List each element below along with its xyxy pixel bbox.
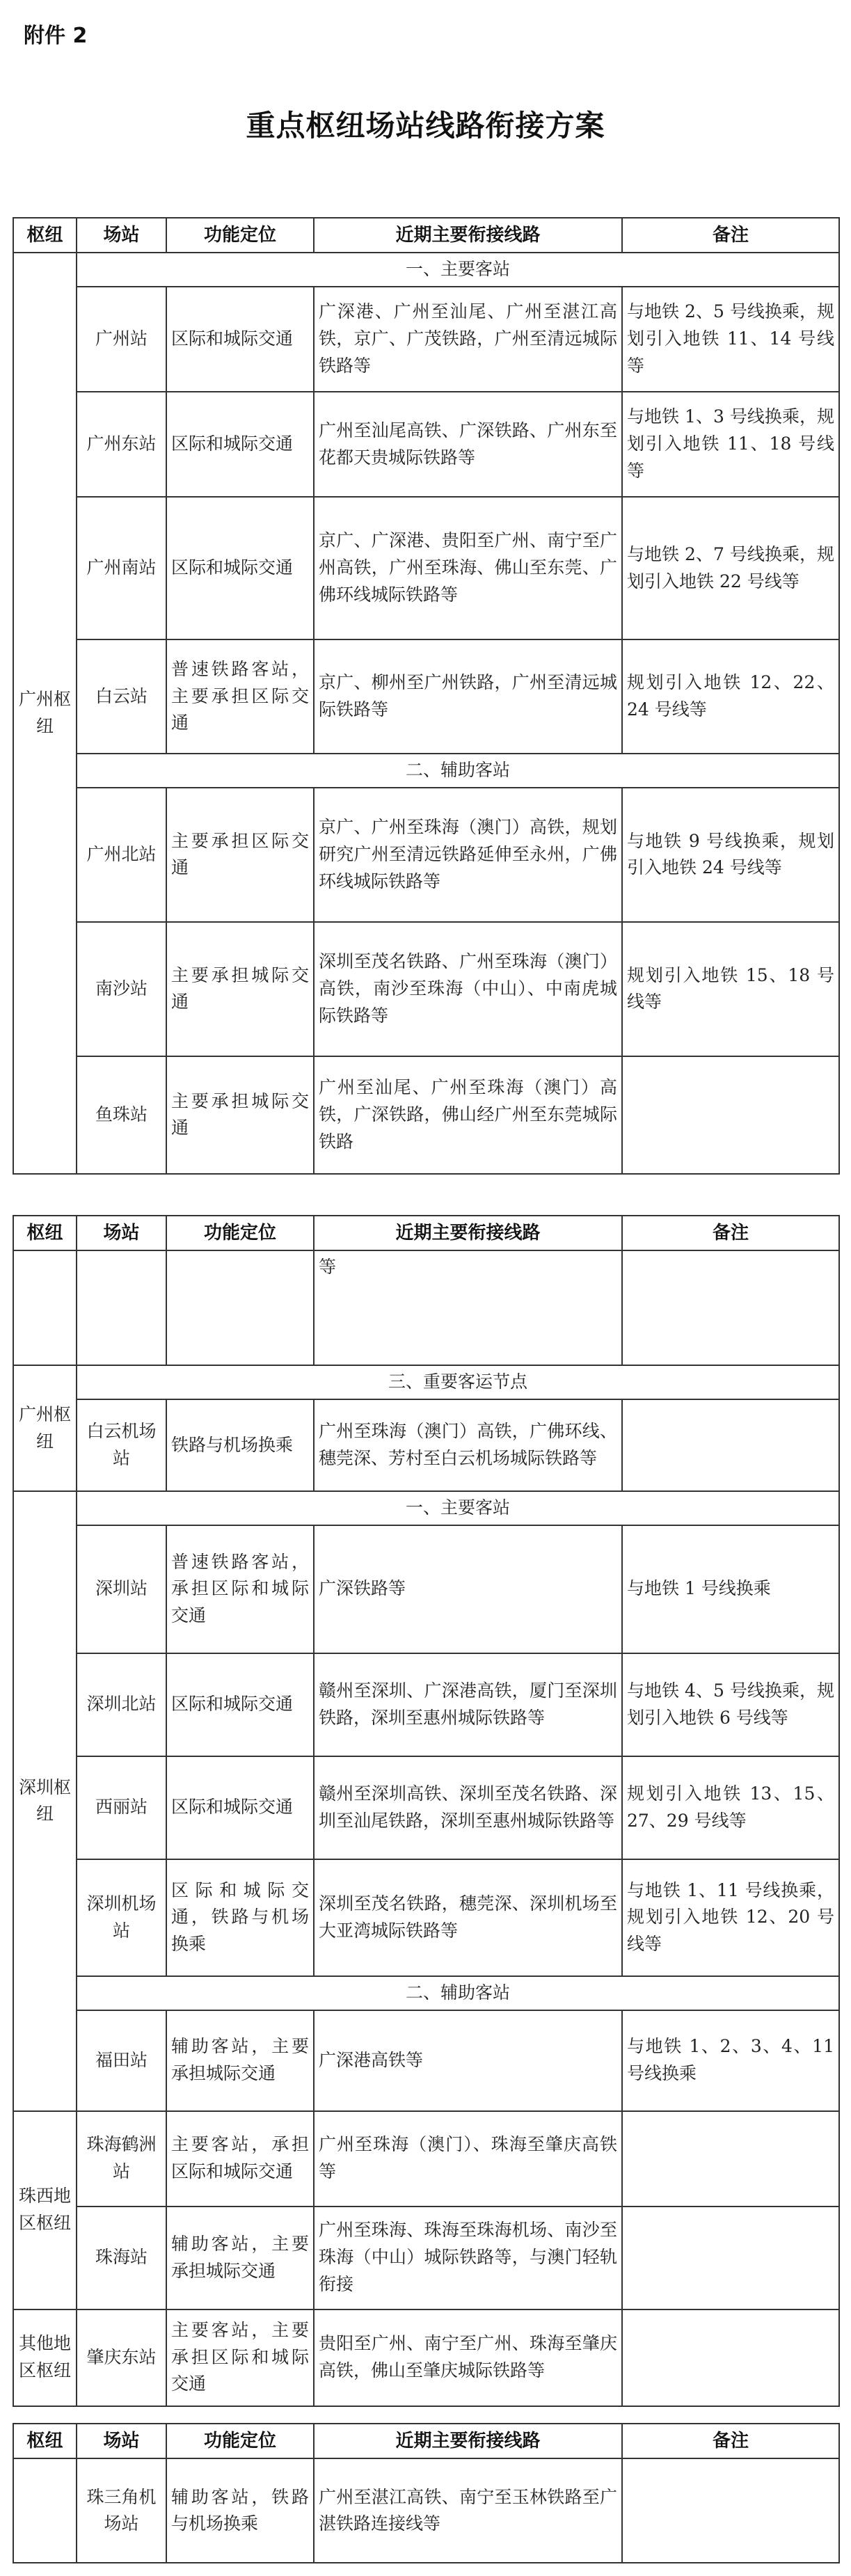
col-header-function: 功能定位 — [166, 218, 314, 253]
notes-cell — [622, 1399, 839, 1491]
function-cell: 区际和城际交通 — [166, 1653, 314, 1756]
plan-table-2 — [13, 1215, 840, 2407]
notes-cell: 与地铁 1 号线换乘 — [622, 1525, 839, 1653]
routes-cell: 广州至珠海（澳门）、珠海至肇庆高铁等 — [314, 2111, 622, 2207]
section-heading: 三、重要客运节点 — [77, 1365, 839, 1399]
table-row — [13, 639, 839, 754]
station-cell: 白云站 — [77, 639, 166, 754]
table-row — [13, 922, 839, 1056]
station-cell: 福田站 — [77, 2010, 166, 2111]
section-heading: 一、主要客站 — [77, 1491, 839, 1525]
section-heading: 二、辅助客站 — [77, 1976, 839, 2010]
function-cell: 辅助客站，主要承担城际交通 — [166, 2010, 314, 2111]
hub-cell: 其他地区枢纽 — [13, 2309, 77, 2406]
table-row — [13, 287, 839, 392]
routes-continuation-cell: 等 — [314, 1250, 622, 1365]
function-cell: 区际和城际交通 — [166, 392, 314, 497]
section-row — [13, 1365, 839, 1399]
table-row — [13, 1056, 839, 1174]
col-header-notes: 备注 — [622, 2424, 839, 2458]
header-row — [13, 1216, 839, 1250]
hub-cell: 广州枢纽 — [13, 1365, 77, 1491]
routes-cell: 广深铁路等 — [314, 1525, 622, 1653]
table-row — [13, 1399, 839, 1491]
routes-cell: 京广、柳州至广州铁路，广州至清远城际铁路等 — [314, 639, 622, 754]
hub-cell: 深圳枢纽 — [13, 1491, 77, 2111]
station-cell: 深圳机场站 — [77, 1859, 166, 1976]
station-cell: 广州站 — [77, 287, 166, 392]
station-cell: 珠海鹤洲站 — [77, 2111, 166, 2207]
routes-cell: 深圳至茂名铁路、广州至珠海（澳门）高铁，南沙至珠海（中山）、中南虎城际铁路等 — [314, 922, 622, 1056]
routes-cell: 赣州至深圳、广深港高铁，厦门至深圳铁路，深圳至惠州城际铁路等 — [314, 1653, 622, 1756]
function-cell: 主要承担城际交通 — [166, 922, 314, 1056]
routes-cell: 广州至珠海（澳门）高铁，广佛环线、穗莞深、芳村至白云机场城际铁路等 — [314, 1399, 622, 1491]
station-cell: 广州北站 — [77, 788, 166, 922]
function-cell: 普速铁路客站，主要承担区际交通 — [166, 639, 314, 754]
empty-cell — [622, 1250, 839, 1365]
col-header-notes: 备注 — [622, 1216, 839, 1250]
function-cell: 铁路与机场换乘 — [166, 1399, 314, 1491]
function-cell: 主要承担城际交通 — [166, 1056, 314, 1174]
table-row — [13, 2309, 839, 2406]
section-row — [13, 1491, 839, 1525]
empty-cell — [13, 1250, 77, 1365]
col-header-notes: 备注 — [622, 218, 839, 253]
table-row — [13, 2111, 839, 2207]
table-row — [13, 1859, 839, 1976]
table-row — [13, 392, 839, 497]
function-cell: 区际和城际交通，铁路与机场换乘 — [166, 1859, 314, 1976]
col-header-hub: 枢纽 — [13, 2424, 77, 2458]
function-cell: 主要客站，主要承担区际和城际交通 — [166, 2309, 314, 2406]
header-row — [13, 2424, 839, 2458]
notes-cell: 与地铁 1、11 号线换乘，规划引入地铁 12、20 号线等 — [622, 1859, 839, 1976]
routes-cell: 京广、广深港、贵阳至广州、南宁至广州高铁，广州至珠海、佛山至东莞、广佛环线城际铁路等 — [314, 497, 622, 639]
continuation-row — [13, 1250, 839, 1365]
col-header-routes: 近期主要衔接线路 — [314, 2424, 622, 2458]
notes-cell: 规划引入地铁 15、18 号线等 — [622, 922, 839, 1056]
station-cell: 广州南站 — [77, 497, 166, 639]
empty-cell — [77, 1250, 166, 1365]
notes-cell — [622, 2111, 839, 2207]
notes-cell — [622, 2207, 839, 2309]
table-row — [13, 1653, 839, 1756]
notes-cell: 与地铁 1、3 号线换乘，规划引入地铁 11、18 号线等 — [622, 392, 839, 497]
empty-cell — [13, 2458, 77, 2563]
col-header-station: 场站 — [77, 218, 166, 253]
notes-cell: 与地铁 2、7 号线换乘，规划引入地铁 22 号线等 — [622, 497, 839, 639]
table-row — [13, 2010, 839, 2111]
function-cell: 区际和城际交通 — [166, 497, 314, 639]
table-row — [13, 2458, 839, 2563]
hub-cell: 珠西地区枢纽 — [13, 2111, 77, 2309]
section-row — [13, 754, 839, 788]
function-cell: 主要承担区际交通 — [166, 788, 314, 922]
notes-cell — [622, 2458, 839, 2563]
notes-cell: 规划引入地铁 12、22、24 号线等 — [622, 639, 839, 754]
station-cell: 南沙站 — [77, 922, 166, 1056]
station-cell: 珠海站 — [77, 2207, 166, 2309]
function-cell: 区际和城际交通 — [166, 1756, 314, 1859]
notes-cell: 与地铁 4、5 号线换乘，规划引入地铁 6 号线等 — [622, 1653, 839, 1756]
routes-cell: 广深港、广州至汕尾、广州至湛江高铁，京广、广茂铁路，广州至清远城际铁路等 — [314, 287, 622, 392]
function-cell: 辅助客站，铁路与机场换乘 — [166, 2458, 314, 2563]
function-cell: 主要客站，承担区际和城际交通 — [166, 2111, 314, 2207]
plan-table-3 — [13, 2423, 840, 2563]
station-cell: 白云机场站 — [77, 1399, 166, 1491]
routes-cell: 深圳至茂名铁路，穗莞深、深圳机场至大亚湾城际铁路等 — [314, 1859, 622, 1976]
notes-cell — [622, 2309, 839, 2406]
station-cell: 西丽站 — [77, 1756, 166, 1859]
routes-cell: 贵阳至广州、南宁至广州、珠海至肇庆高铁，佛山至肇庆城际铁路等 — [314, 2309, 622, 2406]
col-header-routes: 近期主要衔接线路 — [314, 218, 622, 253]
section-heading: 一、主要客站 — [77, 253, 839, 287]
table-row — [13, 788, 839, 922]
col-header-station: 场站 — [77, 2424, 166, 2458]
routes-cell: 广深港高铁等 — [314, 2010, 622, 2111]
station-cell: 深圳北站 — [77, 1653, 166, 1756]
col-header-function: 功能定位 — [166, 2424, 314, 2458]
routes-cell: 赣州至深圳高铁、深圳至茂名铁路、深圳至汕尾铁路，深圳至惠州城际铁路等 — [314, 1756, 622, 1859]
notes-cell — [622, 1056, 839, 1174]
notes-cell: 规划引入地铁 13、15、27、29 号线等 — [622, 1756, 839, 1859]
station-cell: 深圳站 — [77, 1525, 166, 1653]
section-row — [13, 253, 839, 287]
function-cell: 区际和城际交通 — [166, 287, 314, 392]
table-row — [13, 1756, 839, 1859]
table-row — [13, 2207, 839, 2309]
function-cell: 辅助客站，主要承担城际交通 — [166, 2207, 314, 2309]
station-cell: 鱼珠站 — [77, 1056, 166, 1174]
col-header-station: 场站 — [77, 1216, 166, 1250]
function-cell: 普速铁路客站，承担区际和城际交通 — [166, 1525, 314, 1653]
annex-label: 附件 2 — [24, 24, 88, 48]
notes-cell: 与地铁 9 号线换乘，规划引入地铁 24 号线等 — [622, 788, 839, 922]
routes-cell: 广州至珠海、珠海至珠海机场、南沙至珠海（中山）城际铁路等，与澳门轻轨衔接 — [314, 2207, 622, 2309]
section-row — [13, 1976, 839, 2010]
notes-cell: 与地铁 1、2、3、4、11 号线换乘 — [622, 2010, 839, 2111]
document-title: 重点枢纽场站线路衔接方案 — [246, 109, 605, 143]
plan-table-1 — [13, 217, 840, 1175]
routes-cell: 京广、广州至珠海（澳门）高铁，规划研究广州至清远铁路延伸至永州，广佛环线城际铁路等 — [314, 788, 622, 922]
routes-cell: 广州至汕尾高铁、广深铁路、广州东至花都天贵城际铁路等 — [314, 392, 622, 497]
notes-cell: 与地铁 2、5 号线换乘，规划引入地铁 11、14 号线等 — [622, 287, 839, 392]
header-row — [13, 218, 839, 253]
routes-cell: 广州至汕尾、广州至珠海（澳门）高铁，广深铁路，佛山经广州至东莞城际铁路 — [314, 1056, 622, 1174]
station-cell: 广州东站 — [77, 392, 166, 497]
station-cell: 肇庆东站 — [77, 2309, 166, 2406]
table-row — [13, 1525, 839, 1653]
col-header-routes: 近期主要衔接线路 — [314, 1216, 622, 1250]
station-cell: 珠三角机场站 — [77, 2458, 166, 2563]
empty-cell — [166, 1250, 314, 1365]
col-header-hub: 枢纽 — [13, 1216, 77, 1250]
col-header-function: 功能定位 — [166, 1216, 314, 1250]
col-header-hub: 枢纽 — [13, 218, 77, 253]
table-row — [13, 497, 839, 639]
routes-cell: 广州至湛江高铁、南宁至玉林铁路至广湛铁路连接线等 — [314, 2458, 622, 2563]
hub-cell: 广州枢纽 — [13, 253, 77, 1174]
section-heading: 二、辅助客站 — [77, 754, 839, 788]
